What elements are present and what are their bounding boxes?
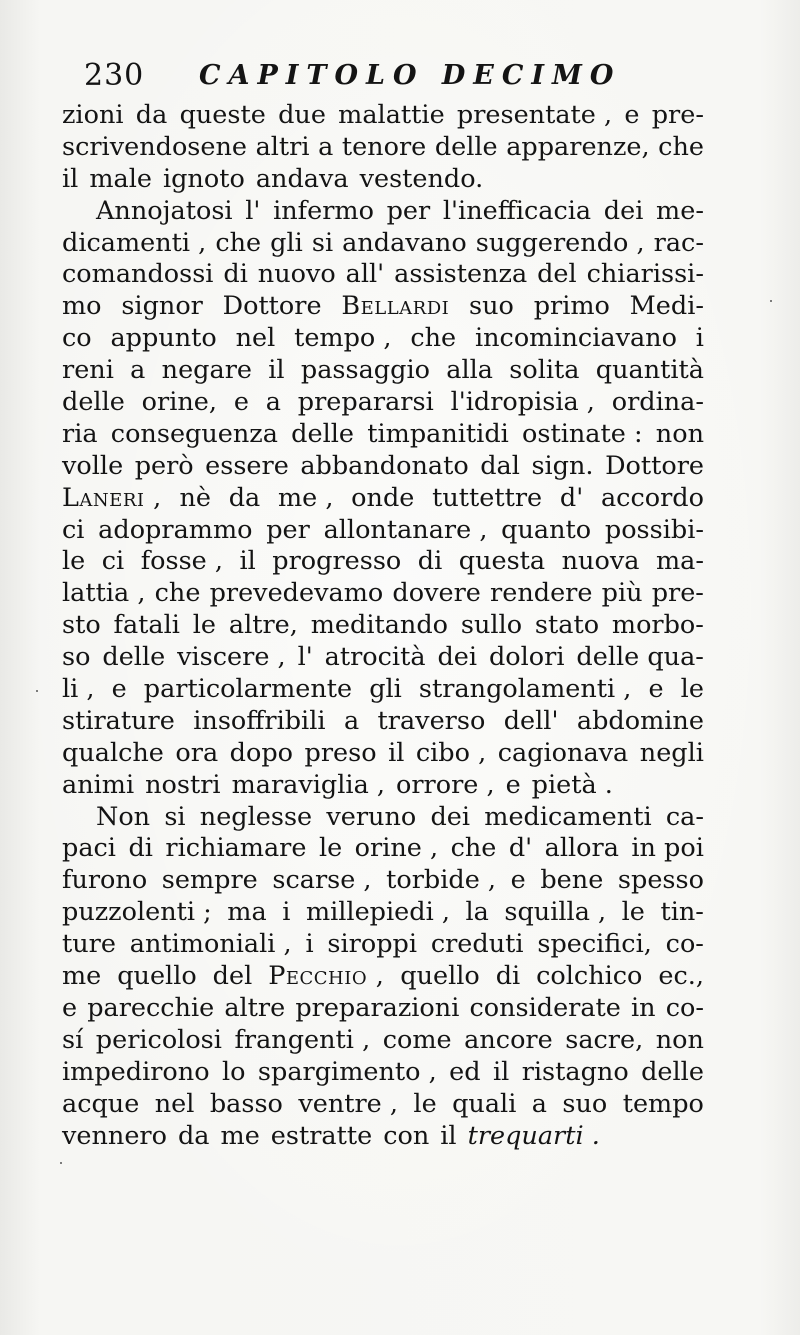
word: l'	[297, 642, 313, 673]
word: me	[220, 1120, 260, 1151]
word: ma	[227, 897, 267, 928]
word: come	[382, 1024, 452, 1055]
word: andava	[255, 163, 349, 194]
word: le	[62, 546, 86, 577]
word: negli	[639, 737, 704, 768]
text-line	[62, 164, 704, 196]
page-header	[84, 58, 704, 98]
word: comandossi	[62, 259, 214, 290]
word: suggerendo ,	[475, 227, 645, 258]
word: adoprammo	[98, 514, 253, 545]
word: stirature	[62, 705, 175, 736]
word: a	[318, 131, 334, 162]
word: dal	[480, 450, 520, 481]
word: gli	[369, 674, 402, 705]
word: quanto	[501, 514, 592, 545]
word: creduti	[430, 929, 524, 960]
word: considerate	[469, 992, 621, 1023]
text-line	[62, 132, 704, 164]
text-line	[62, 770, 704, 802]
word: le	[680, 674, 704, 705]
word: tempo ,	[294, 323, 392, 354]
text-line	[62, 961, 704, 993]
word: spesso	[617, 865, 704, 896]
word: co	[62, 323, 92, 354]
word: prepararsi	[297, 387, 434, 418]
word: per	[266, 514, 310, 545]
word: estratte	[270, 1120, 373, 1151]
word: il	[239, 546, 256, 577]
word: alla	[446, 355, 493, 386]
word: e	[648, 674, 664, 705]
word: rendere	[490, 578, 593, 609]
italic-term: trequarti .	[467, 1120, 600, 1151]
text-line	[62, 674, 704, 706]
word: richiamare	[165, 833, 307, 864]
word: ordina-	[611, 387, 704, 418]
word: animi	[62, 769, 135, 800]
word: si	[311, 227, 334, 258]
word: essere	[205, 450, 289, 481]
word: nuovo	[257, 259, 336, 290]
word: dell'	[503, 705, 559, 736]
text-line	[62, 578, 704, 610]
text-line	[62, 1121, 704, 1153]
paragraph-first-line	[62, 802, 704, 834]
word: però	[134, 450, 194, 481]
word: neglesse	[199, 801, 313, 832]
word: Dottore	[605, 450, 704, 481]
word: assistenza	[394, 259, 528, 290]
word: me-	[656, 195, 704, 226]
word: malattie	[338, 100, 445, 130]
proper-name: Laneri ,	[62, 482, 162, 513]
word: conseguenza	[110, 418, 278, 449]
word: insoffribili	[193, 705, 326, 736]
word: da	[228, 482, 261, 513]
word: timpanitidi	[367, 418, 509, 449]
word: da	[135, 100, 168, 130]
word: ma-	[655, 546, 704, 577]
word: sí	[62, 1024, 84, 1055]
proper-name: Bellardi	[341, 291, 450, 322]
word: quello	[117, 961, 197, 992]
word: e	[62, 992, 78, 1023]
word: signor	[121, 291, 203, 322]
word: vestendo.	[359, 163, 484, 194]
word: e	[111, 674, 127, 705]
word: a	[130, 355, 146, 386]
word: delle	[102, 642, 166, 673]
word: meditando	[310, 610, 449, 641]
word: i	[282, 897, 291, 928]
word: nè	[179, 482, 211, 513]
word: abdomine	[576, 705, 704, 736]
word: per	[386, 195, 431, 226]
word: i	[305, 929, 314, 960]
word: ture	[62, 929, 116, 960]
word: pre-	[651, 100, 704, 130]
text-line	[62, 546, 704, 578]
print-speck	[770, 300, 772, 302]
word: abbandonato	[300, 450, 469, 481]
word: che	[410, 323, 457, 354]
text-line	[62, 993, 704, 1025]
word: delle	[434, 131, 498, 162]
text-line	[62, 1025, 704, 1057]
text-line	[62, 642, 704, 674]
print-speck	[60, 1162, 62, 1164]
text-line	[62, 419, 704, 451]
word: altri	[255, 131, 310, 162]
word: e	[233, 387, 249, 418]
text-line	[62, 897, 704, 929]
word: atrocità	[324, 642, 426, 673]
word: onde	[351, 482, 415, 513]
word: ancore	[464, 1024, 553, 1055]
word: di	[223, 259, 248, 290]
word: che	[154, 578, 201, 609]
word: in	[631, 992, 656, 1023]
word: e	[510, 865, 526, 896]
word: si	[164, 801, 186, 832]
word: le	[413, 1088, 437, 1119]
word: orrore ,	[395, 769, 495, 800]
word: l'idropisia ,	[450, 387, 595, 418]
word: del	[212, 961, 253, 992]
word: incominciavano	[474, 323, 677, 354]
word: dei	[430, 801, 471, 832]
text-line	[62, 483, 704, 515]
text-line	[62, 259, 704, 291]
text-line	[62, 833, 704, 865]
word: dei	[437, 642, 478, 673]
word: cagionava	[497, 737, 629, 768]
word: negare	[161, 355, 252, 386]
word: la	[465, 897, 489, 928]
word: quantità	[595, 355, 704, 386]
word: tuttettre	[432, 482, 543, 513]
word: delle	[641, 1056, 704, 1087]
word: due	[278, 100, 326, 130]
word: stato	[534, 610, 600, 641]
word: che	[658, 131, 704, 162]
word: d'	[508, 833, 533, 864]
word: puzzolenti ;	[62, 897, 212, 928]
word: Non	[96, 801, 151, 832]
word: impedirono	[62, 1056, 210, 1087]
word: queste	[179, 100, 266, 130]
word: le	[192, 610, 217, 641]
word: ria	[62, 418, 98, 449]
word: fatali	[113, 610, 180, 641]
word: ventre ,	[298, 1088, 398, 1119]
word: il	[440, 1120, 457, 1151]
paragraph-first-line	[62, 196, 704, 228]
word: altre	[224, 992, 286, 1023]
word: squilla ,	[504, 897, 607, 928]
word: nel	[154, 1088, 195, 1119]
word: mo	[62, 291, 102, 322]
word: siroppi	[327, 929, 418, 960]
word: primo	[533, 291, 610, 322]
word: reni	[62, 355, 114, 386]
word: delle qua-	[576, 642, 704, 673]
word: me ,	[277, 482, 334, 513]
word: basso	[209, 1088, 283, 1119]
word: il	[268, 355, 285, 386]
word: ci	[101, 546, 125, 577]
word: in poi	[631, 833, 704, 864]
word: a	[531, 1088, 547, 1119]
word: particolarmente	[143, 674, 353, 705]
word: dovere	[392, 578, 481, 609]
word: altre,	[228, 610, 298, 641]
word: più	[601, 578, 643, 609]
word: sullo	[460, 610, 523, 641]
word: che	[215, 227, 262, 258]
word: sto	[62, 610, 101, 641]
body-text	[62, 100, 704, 1152]
word: me	[62, 961, 102, 992]
text-line	[62, 228, 704, 260]
word: possibi-	[604, 514, 704, 545]
word: ora	[175, 737, 219, 768]
word: orine,	[141, 387, 217, 418]
word: so	[62, 642, 91, 673]
word: andavano	[342, 227, 467, 258]
word: qualche	[62, 737, 164, 768]
word: passaggio	[300, 355, 430, 386]
running-head: CAPITOLO DECIMO	[199, 60, 622, 91]
word: ec.,	[658, 961, 704, 992]
word: presentate ,	[456, 100, 613, 130]
word: allontanare ,	[323, 514, 488, 545]
word: ristagno	[521, 1056, 629, 1087]
word: torbide ,	[386, 865, 497, 896]
word: vennero	[62, 1120, 167, 1151]
word: accordo	[600, 482, 704, 513]
word: scarse ,	[272, 865, 372, 896]
word: ci	[62, 514, 85, 545]
word: suo	[562, 1088, 608, 1119]
word: ignoto	[162, 163, 245, 194]
word: del	[537, 259, 577, 290]
text-line	[62, 323, 704, 355]
word: solita	[509, 355, 580, 386]
word: millepiedi ,	[305, 897, 450, 928]
word: le	[318, 833, 343, 864]
word: di	[417, 546, 443, 577]
text-line	[62, 355, 704, 387]
word: chiarissi-	[586, 259, 704, 290]
word: dopo	[229, 737, 294, 768]
word: a	[265, 387, 281, 418]
word: viscere ,	[177, 642, 286, 673]
word: preso	[304, 737, 377, 768]
text-line	[62, 100, 704, 132]
text-line	[62, 451, 704, 483]
word: sign.	[531, 450, 594, 481]
word: acque	[62, 1088, 140, 1119]
word: zioni	[62, 100, 124, 130]
word: il	[492, 1056, 510, 1087]
word: allora	[544, 833, 619, 864]
word: delle	[62, 387, 125, 418]
word: Medi-	[629, 291, 704, 322]
word: parecchie	[87, 992, 215, 1023]
word: d'	[559, 482, 584, 513]
word: lo	[221, 1056, 246, 1087]
word: di	[495, 961, 521, 992]
word: i	[695, 323, 704, 354]
word: rac-	[653, 227, 704, 258]
word: specifici,	[537, 929, 652, 960]
word: bene	[540, 865, 604, 896]
text-line	[62, 865, 704, 897]
word: spargimento ,	[257, 1056, 437, 1087]
word: preparazioni	[295, 992, 460, 1023]
word: suo	[469, 291, 514, 322]
word: maraviglia ,	[231, 769, 385, 800]
word: veruno	[326, 801, 417, 832]
word: nostri	[145, 769, 221, 800]
word: il	[388, 737, 405, 768]
word: quali	[452, 1088, 517, 1119]
text-line	[62, 706, 704, 738]
word: non	[655, 418, 704, 449]
text-line	[62, 387, 704, 419]
word: all'	[345, 259, 385, 290]
word: pre-	[651, 578, 704, 609]
text-line	[62, 291, 704, 323]
word: a	[343, 705, 360, 736]
word: co-	[665, 929, 704, 960]
word: morbo-	[611, 610, 704, 641]
word: nuova	[561, 546, 640, 577]
word: non	[655, 1024, 704, 1055]
text-line	[62, 929, 704, 961]
word: paci	[62, 833, 116, 864]
proper-name: Pecchio ,	[268, 961, 385, 992]
word: prevedevamo	[209, 578, 384, 609]
word: delle	[291, 418, 354, 449]
word: furono	[62, 865, 148, 896]
word: tempo	[622, 1088, 704, 1119]
text-line	[62, 610, 704, 642]
word: pietà .	[531, 769, 613, 800]
word: da	[177, 1120, 210, 1151]
word: volle	[62, 450, 124, 481]
word: pericolosi	[95, 1024, 222, 1055]
word: nel	[235, 323, 276, 354]
word: scrivendosene	[62, 131, 247, 162]
word: che	[450, 833, 497, 864]
word: l'	[245, 195, 261, 226]
word: ca-	[665, 801, 704, 832]
word: Dottore	[222, 291, 322, 322]
word: strangolamenti ,	[418, 674, 632, 705]
word: sempre	[161, 865, 258, 896]
word: di	[128, 833, 153, 864]
word: cibo ,	[415, 737, 487, 768]
word: traverso	[377, 705, 486, 736]
word: e	[505, 769, 521, 800]
text-line	[62, 738, 704, 770]
text-line	[62, 515, 704, 547]
page-number: 230	[84, 58, 145, 93]
word: e	[624, 100, 640, 130]
word: l'inefficacia	[442, 195, 592, 226]
word: infermo	[273, 195, 374, 226]
word: gli	[270, 227, 303, 258]
word: il	[62, 163, 79, 194]
word: co-	[665, 992, 704, 1023]
word: dicamenti ,	[62, 227, 207, 258]
word: dei	[603, 195, 644, 226]
word: colchico	[536, 961, 643, 992]
word: antimoniali ,	[129, 929, 292, 960]
word: lattia ,	[62, 578, 146, 609]
word: ostinate :	[522, 418, 643, 449]
word: apparenze,	[506, 131, 650, 162]
word: fosse ,	[140, 546, 223, 577]
word: quello	[400, 961, 480, 992]
word: progresso	[272, 546, 402, 577]
word: sacre,	[565, 1024, 644, 1055]
text-line	[62, 1089, 704, 1121]
word: frangenti ,	[234, 1024, 371, 1055]
word: appunto	[110, 323, 217, 354]
word: tin-	[660, 897, 704, 928]
word: Annojatosi	[96, 195, 233, 226]
word: medicamenti	[484, 801, 652, 832]
word: le	[621, 897, 645, 928]
word: con	[383, 1120, 430, 1151]
word: orine ,	[354, 833, 439, 864]
word: ed	[449, 1056, 481, 1087]
word: male	[89, 163, 152, 194]
text-line	[62, 1057, 704, 1089]
word: questa	[458, 546, 546, 577]
print-speck	[36, 690, 38, 692]
word: dolori	[488, 642, 565, 673]
word: li ,	[62, 674, 95, 705]
word: tenore	[341, 131, 427, 162]
